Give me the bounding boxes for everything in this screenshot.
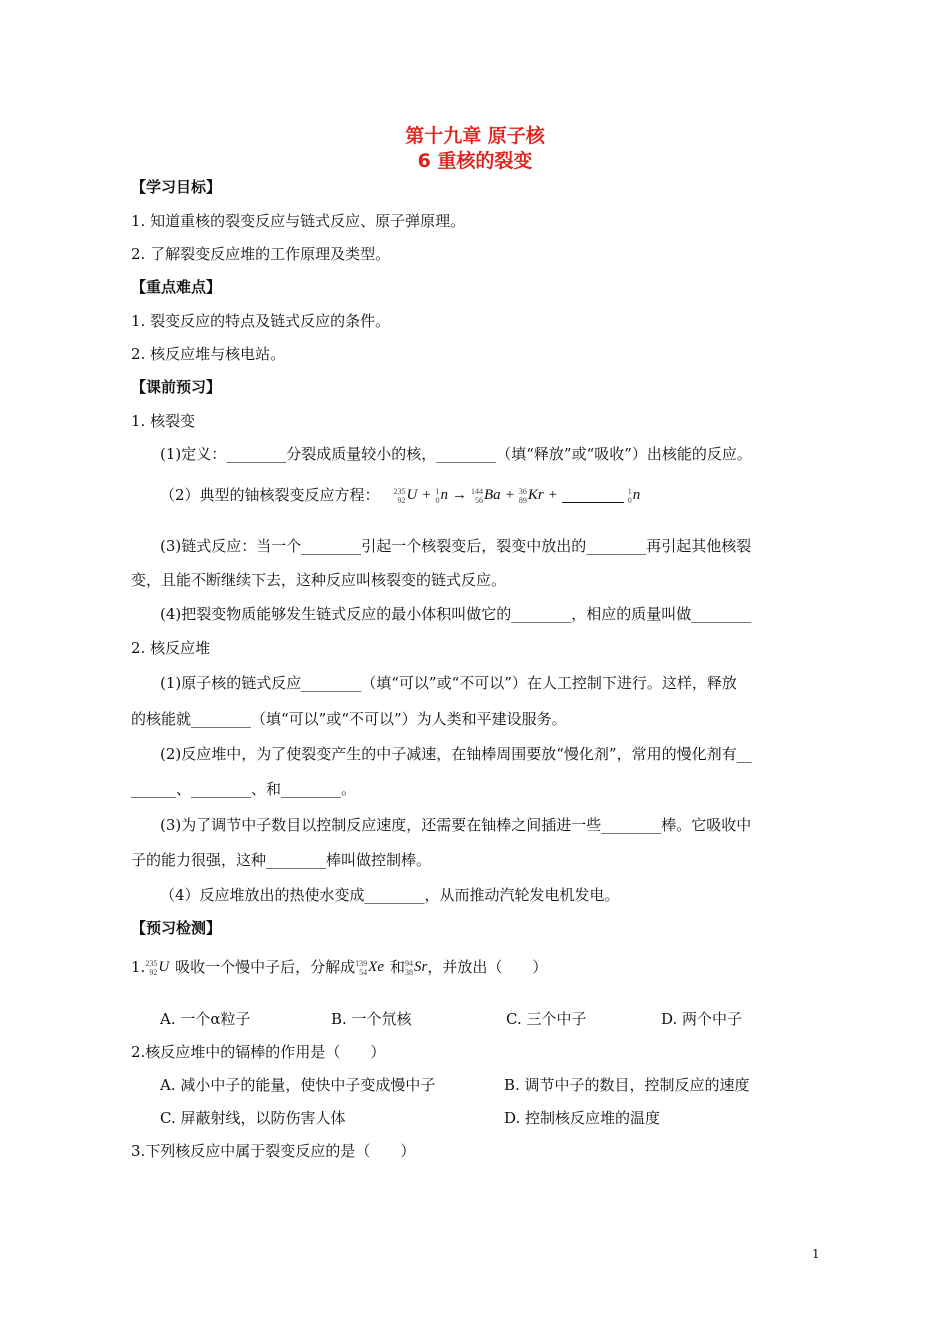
- chain-reaction-line1: (3)链式反应：当一个________引起一个核裂变后，裂变中放出的________再引起其他核裂: [160, 537, 752, 555]
- fission-equation: [394, 485, 641, 505]
- nuclide-sr94: 94 38 Sr: [405, 958, 428, 977]
- plus-sign: +: [504, 487, 515, 503]
- reactor-3-line2: 子的能力很强，这种________棒叫做控制棒。: [131, 851, 432, 869]
- nuclide-u235: 235 92 U: [145, 958, 170, 977]
- fission-title: 1. 核裂变: [131, 412, 196, 430]
- question-2-stem: 2.核反应堆中的镉棒的作用是（ ）: [131, 1043, 386, 1061]
- reactor-title: 2. 核反应堆: [131, 639, 211, 657]
- reactor-4-line: （4）反应堆放出的热使水变成________，从而推动汽轮发电机发电。: [160, 886, 620, 904]
- question-1-stem: 1. 235 92 U 吸收一个慢中子后，分解成 139 54 Xe 和 94 38 Sr ，并放出（ ）: [131, 958, 548, 977]
- preview-header: 【课前预习】: [131, 378, 222, 396]
- plus-sign: +: [547, 487, 558, 503]
- nuclide-ba144: 144 56 Ba: [471, 486, 501, 505]
- nuclide-kr: 36 89 Kr: [518, 486, 544, 505]
- q2-option-a[interactable]: A. 减小中子的能量，使快中子变成慢中子: [160, 1076, 436, 1094]
- q2-option-d[interactable]: D. 控制核反应堆的温度: [504, 1109, 661, 1127]
- reactor-1-line2: 的核能就________（填“可以”或“不可以”）为人类和平建设服务。: [131, 710, 567, 728]
- answer-blank[interactable]: [562, 488, 624, 503]
- q1-option-c[interactable]: C. 三个中子: [506, 1010, 587, 1028]
- reactor-2-line2: ______、________、和________。: [131, 780, 357, 798]
- key-header: 【重点难点】: [131, 278, 222, 296]
- question-3-stem: 3.下列核反应中属于裂变反应的是（ ）: [131, 1142, 416, 1160]
- q2-option-c[interactable]: C. 屏蔽射线，以防伤害人体: [160, 1109, 346, 1127]
- fission-equation-line: [160, 480, 640, 510]
- chapter-title: 第十九章 原子核: [405, 125, 545, 147]
- q2-option-b[interactable]: B. 调节中子的数目，控制反应的速度: [504, 1076, 750, 1094]
- nuclide-neutron: 1 0 n: [435, 486, 449, 505]
- reactor-3-line1: (3)为了调节中子数目以控制反应速度，还需要在铀棒之间插进一些________棒。它吸收中: [160, 816, 752, 834]
- fission-definition: (1)定义：________分裂成质量较小的核，________（填“释放”或“吸收”）出核能的反应。: [160, 445, 752, 463]
- nuclide-xe139: 139 54 Xe: [355, 958, 384, 977]
- q1-option-a[interactable]: A. 一个α粒子: [160, 1010, 251, 1028]
- key-item-1: 1. 裂变反应的特点及链式反应的条件。: [131, 312, 391, 330]
- reactor-1-line1: (1)原子核的链式反应________（填“可以”或“不可以”）在人工控制下进行。这样，释放: [160, 674, 737, 692]
- reaction-arrow: →: [452, 487, 468, 503]
- key-item-2: 2. 核反应堆与核电站。: [131, 345, 286, 363]
- equation-prefix: （2）典型的铀核裂变反应方程：: [160, 486, 380, 504]
- chain-reaction-line2: 变，且能不断继续下去，这种反应叫核裂变的链式反应。: [131, 571, 507, 589]
- check-header: 【预习检测】: [131, 919, 222, 937]
- nuclide-u235: 235 92 U: [393, 486, 418, 505]
- nuclide-neutron: 1 0 n: [627, 486, 641, 505]
- goal-item-2: 2. 了解裂变反应堆的工作原理及类型。: [131, 245, 391, 263]
- goals-header: 【学习目标】: [131, 178, 222, 196]
- goal-item-1: 1. 知道重核的裂变反应与链式反应、原子弹原理。: [131, 212, 466, 230]
- page-number: 1: [812, 1247, 820, 1261]
- q1-option-d[interactable]: D. 两个中子: [661, 1010, 743, 1028]
- plus-sign: +: [421, 487, 432, 503]
- q1-option-b[interactable]: B. 一个氘核: [331, 1010, 412, 1028]
- reactor-2-line1: (2)反应堆中，为了使裂变产生的中子减速，在铀棒周围要放“慢化剂”，常用的慢化剂有__: [160, 745, 752, 763]
- critical-volume-line: (4)把裂变物质能够发生链式反应的最小体积叫做它的________，相应的质量叫做________: [160, 605, 752, 623]
- section-title: 6 重核的裂变: [417, 150, 533, 172]
